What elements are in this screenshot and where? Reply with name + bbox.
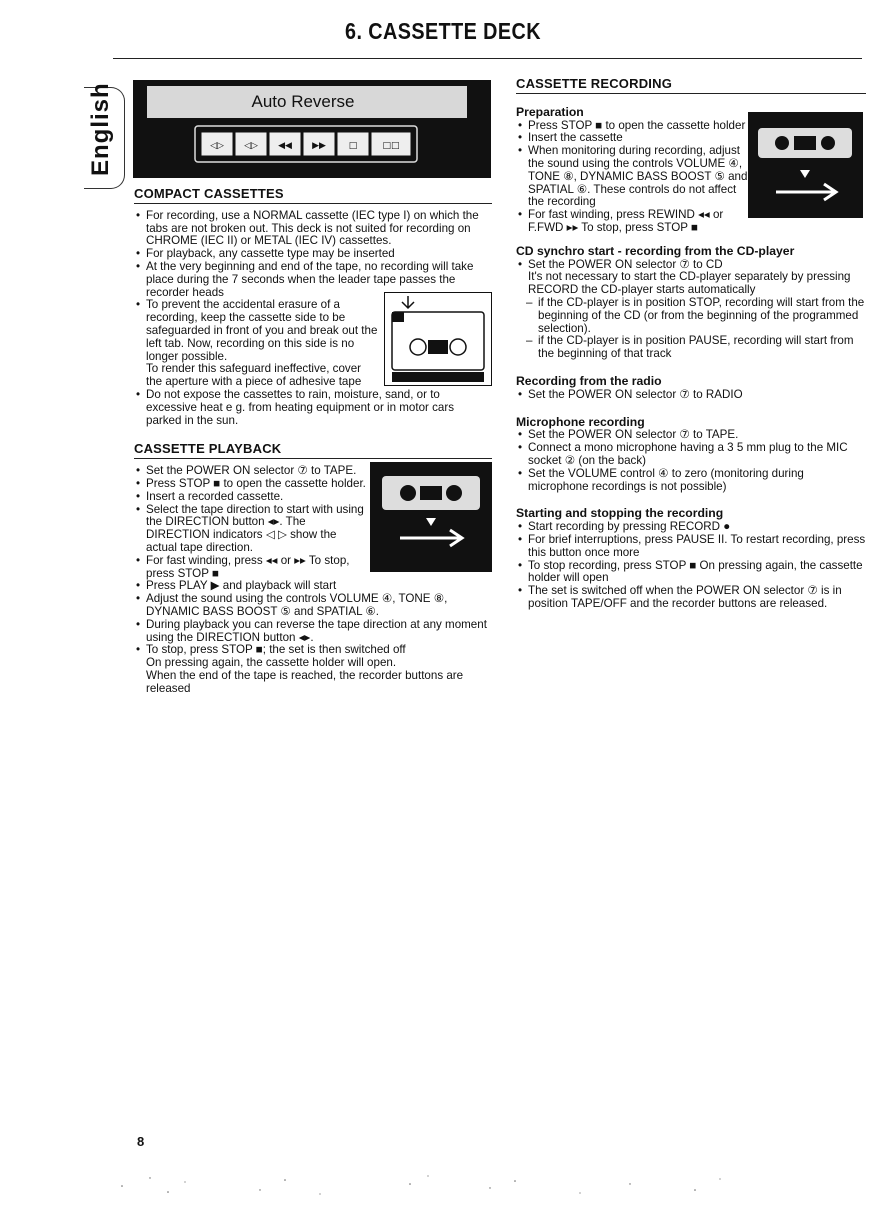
page-title: 6. CASSETTE DECK [345, 18, 541, 44]
list-item: • Set the POWER ON selector ⑦ to CD [516, 259, 866, 272]
microphone-recording-list [516, 429, 866, 493]
list-item: • Connect a mono microphone having a 3 5 mm plug to the MIC socket ② (on the back) [516, 442, 866, 468]
language-tab-label: English [87, 82, 114, 176]
list-item: • The set is switched off when the POWER ON selector ⑦ is in position TAPE/OFF and the recorder buttons are released. [516, 585, 866, 611]
list-item: • For playback, any cassette type may be inserted [134, 248, 492, 261]
list-item: • For recording, use a NORMAL cassette (IEC type I) on which the tabs are not broken out. This deck is not suited for recording on CHROME (IEC II) or METAL (IEC IV) cassettes. [134, 210, 492, 248]
list-item: • Set the POWER ON selector ⑦ to RADIO [516, 389, 866, 402]
preparation-list [516, 120, 866, 235]
list-item: • For fast winding, press ◂◂ or ▸▸ To stop, press STOP ■ [134, 555, 492, 581]
list-item: • Insert a recorded cassette. [134, 491, 492, 504]
direction-button-glyph: ◁▷ [210, 141, 224, 151]
list-item: • For brief interruptions, press PAUSE II. To restart recording, press this button once more [516, 534, 866, 560]
right-column [516, 78, 866, 611]
list-item: • Do not expose the cassettes to rain, moisture, sand, or to excessive heat e g. from heating equipment or in motor cars parked in the sun. [134, 389, 492, 427]
cassette-recording-heading: CASSETTE RECORDING [516, 78, 866, 94]
cassette-playback-heading: CASSETTE PLAYBACK [134, 443, 492, 459]
list-item: • For fast winding, press REWIND ◂◂ or F.FWD ▸▸ To stop, press STOP ■ [516, 209, 748, 235]
list-item-continuation: To render this safeguard ineffective, cover the aperture with a piece of adhesive tape [146, 362, 362, 389]
left-column [134, 84, 492, 695]
fast-forward-button-glyph: ▶▶ [312, 141, 326, 151]
microphone-recording-heading: Microphone recording [516, 414, 645, 429]
list-item: • During playback you can reverse the tape direction at any moment using the DIRECTION button ◂▸. [134, 619, 492, 645]
cd-synchro-sublist [516, 297, 866, 361]
list-item: • Adjust the sound using the controls VOLUME ④, TONE ⑧, DYNAMIC BASS BOOST ⑤ and SPATIAL ⑥. [134, 593, 492, 619]
preparation-heading: Preparation [516, 104, 584, 119]
list-item [134, 299, 492, 389]
list-item: • At the very beginning and end of the tape, no recording will take place during the 7 seconds when the leader tape passes the recorder heads [134, 261, 492, 299]
record-button-glyph: □□ [382, 141, 400, 151]
radio-recording-heading: Recording from the radio [516, 373, 662, 388]
list-item: • Set the POWER ON selector ⑦ to TAPE. [516, 429, 866, 442]
language-tab [84, 82, 125, 189]
list-item: • Select the tape direction to start with using the DIRECTION button ◂▸. The DIRECTION indicators ◁ ▷ show the actual tape direction. [134, 504, 492, 555]
list-item: • Set the VOLUME control ④ to zero (monitoring during microphone recordings is not possible) [516, 468, 866, 494]
title-divider [113, 58, 862, 59]
start-stop-list [516, 521, 866, 611]
cd-synchro-note: It's not necessary to start the CD-player separately by pressing RECORD the CD-player starts automatically [528, 270, 851, 297]
page-number: 8 [137, 1134, 145, 1149]
list-item: • Insert the cassette [516, 132, 748, 145]
list-item-continuation: When the end of the tape is reached, the recorder buttons are released [146, 668, 464, 695]
list-item: • Press STOP ■ to open the cassette holder [516, 120, 748, 133]
compact-cassettes-list [134, 210, 492, 428]
list-item-text: To prevent the accidental erasure of a recording, keep the cassette side to be safeguarded in front of you and break out the left tab. Now, recording on this side is no longer possible. [146, 298, 378, 363]
list-item: – if the CD-player is in position STOP, recording will start from the beginning of the CD (or from the beginning of the programmed selection). [516, 297, 866, 335]
list-item: • When monitoring during recording, adjust the sound using the controls VOLUME ④, TONE ⑧, DYNAMIC BASS BOOST ⑤ and SPATIAL ⑥. These controls do not affect the recording [516, 145, 748, 209]
scan-noise [110, 1172, 750, 1200]
radio-recording-list [516, 389, 866, 402]
list-item-continuation: On pressing again, the cassette holder will open. [146, 656, 397, 670]
compact-cassettes-heading: COMPACT CASSETTES [134, 188, 492, 204]
cassette-playback-list [134, 465, 492, 695]
list-item: • Press STOP ■ to open the cassette holder. [134, 478, 492, 491]
cd-synchro-list [516, 259, 866, 272]
auto-reverse-label: Auto Reverse [251, 92, 355, 111]
list-item-text: To stop, press STOP ■; the set is then switched off [146, 643, 406, 657]
list-item: – if the CD-player is in position PAUSE, recording will start from the beginning of that track [516, 335, 866, 361]
cd-synchro-heading: CD synchro start - recording from the CD-player [516, 243, 795, 258]
list-item: • Start recording by pressing RECORD ● [516, 521, 866, 534]
direction-button-glyph: ◁▷ [244, 141, 258, 151]
list-item [134, 644, 492, 695]
list-item: • Press PLAY ▶ and playback will start [134, 580, 492, 593]
start-stop-heading: Starting and stopping the recording [516, 506, 724, 521]
list-item: • Set the POWER ON selector ⑦ to TAPE. [134, 465, 492, 478]
stop-button-glyph: □ [348, 141, 358, 151]
rewind-button-glyph: ◀◀ [278, 141, 292, 151]
list-item: • To stop recording, press STOP ■ On pressing again, the cassette holder will open [516, 560, 866, 586]
